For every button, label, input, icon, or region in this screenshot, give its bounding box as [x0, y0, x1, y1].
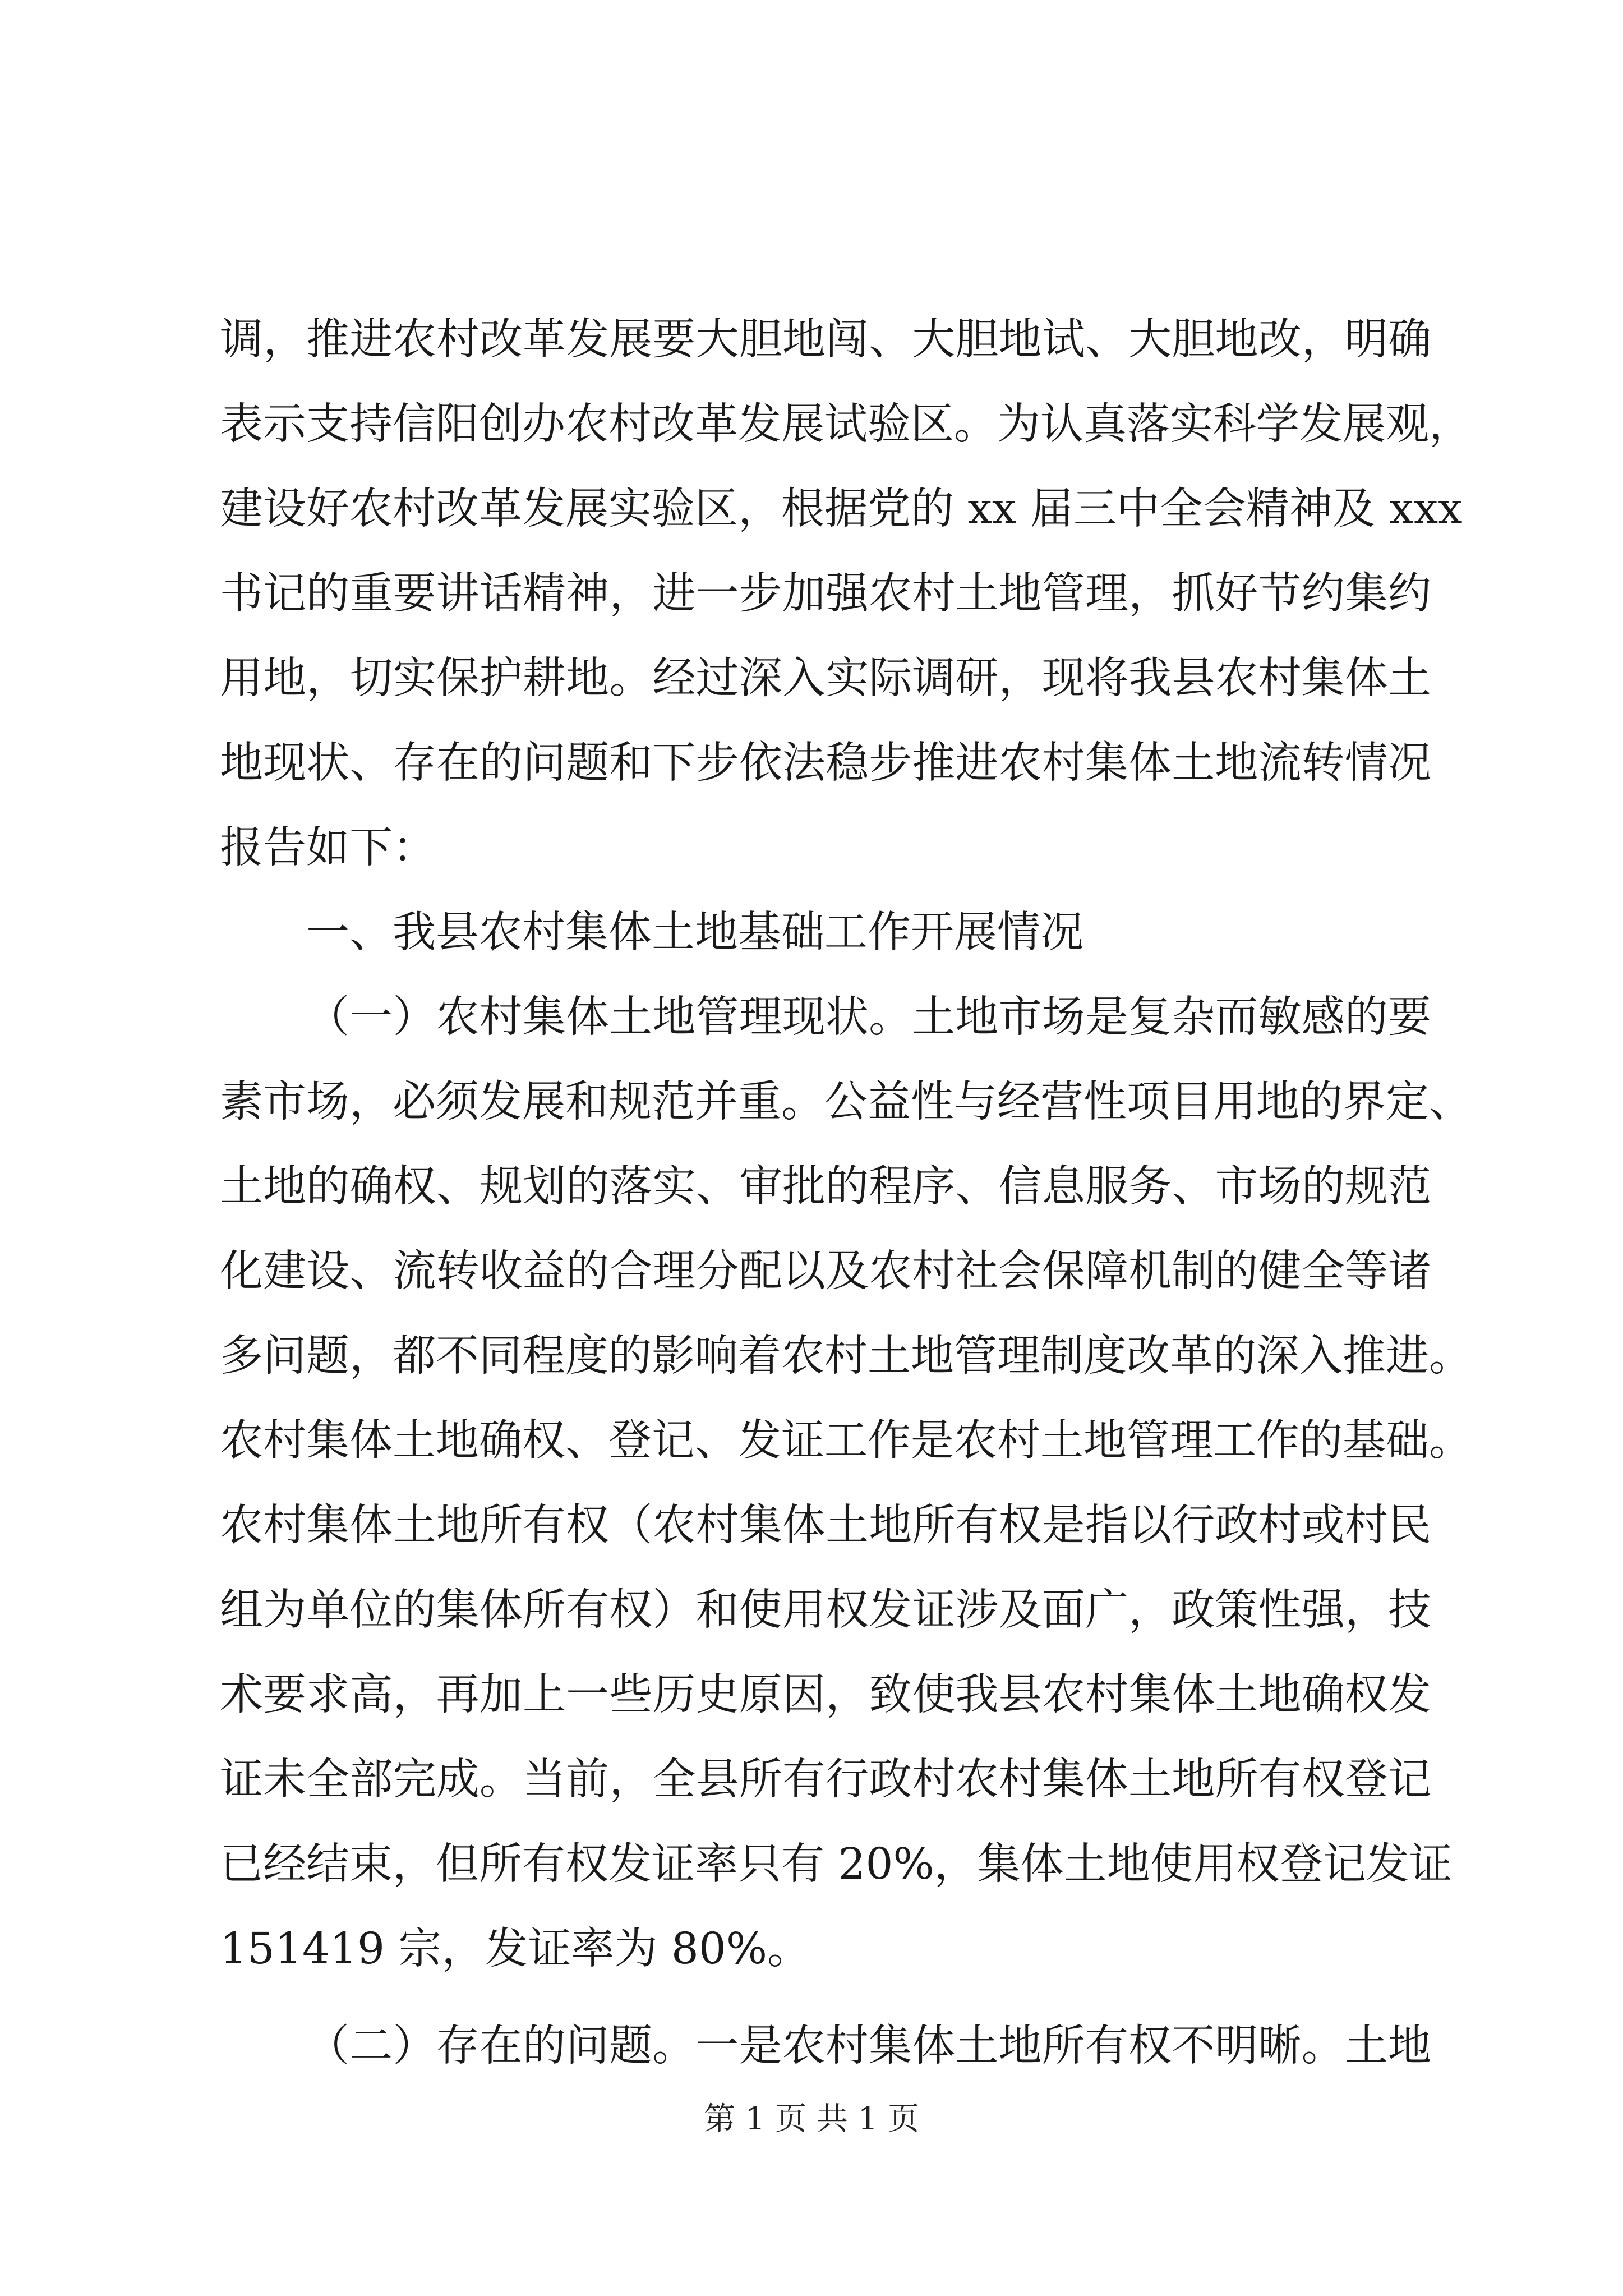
paragraph-line: 书记的重要讲话精神，进一步加强农村土地管理，抓好节约集约 — [220, 569, 1431, 619]
paragraph-line: 证未全部完成。当前，全县所有行政村农村集体土地所有权登记 — [220, 1755, 1431, 1805]
document-body — [220, 297, 1472, 2088]
paragraph-line: 报告如下： — [220, 823, 436, 873]
paragraph-line: 化建设、流转收益的合理分配以及农村社会保障机制的健全等诸 — [220, 1246, 1431, 1296]
paragraph-line: 农村集体土地确权、登记、发证工作是农村土地管理工作的基础。 — [220, 1416, 1472, 1466]
paragraph-line: 用地，切实保护耕地。经过深入实际调研，现将我县农村集体土 — [220, 654, 1431, 703]
subsection-heading-line: （一）农村集体土地管理现状。土地市场是复杂而敏感的要 — [306, 992, 1431, 1042]
paragraph-line: 农村集体土地所有权（农村集体土地所有权是指以行政村或村民 — [220, 1501, 1431, 1550]
subsection-heading-line: （二）存在的问题。一是农村集体土地所有权不明晰。土地 — [306, 2021, 1431, 2071]
paragraph-line: 调，推进农村改革发展要大胆地闯、大胆地试、大胆地改，明确 — [220, 315, 1431, 365]
paragraph-line: 土地的确权、规划的落实、审批的程序、信息服务、市场的规范 — [220, 1162, 1431, 1212]
paragraph-line: 术要求高，再加上一些历史原因，致使我县农村集体土地确权发 — [220, 1670, 1431, 1720]
paragraph-line: 地现状、存在的问题和下步依法稳步推进农村集体土地流转情况 — [220, 738, 1431, 788]
paragraph-line: 表示支持信阳创办农村改革发展试验区。为认真落实科学发展观， — [220, 399, 1472, 449]
paragraph-line: 组为单位的集体所有权）和使用权发证涉及面广，政策性强，技 — [220, 1585, 1431, 1635]
paragraph-line: 已经结束，但所有权发证率只有 20%，集体土地使用权登记发证 — [220, 1839, 1453, 1889]
page-footer: 第 1 页 共 1 页 — [703, 2101, 920, 2137]
paragraph-line: 多问题，都不同程度的影响着农村土地管理制度改革的深入推进。 — [220, 1331, 1472, 1381]
paragraph-line: 素市场，必须发展和规范并重。公益性与经营性项目用地的界定、 — [220, 1077, 1472, 1127]
paragraph-line: 151419 宗，发证率为 80%。 — [220, 1924, 811, 1974]
section-heading: 一、我县农村集体土地基础工作开展情况 — [306, 908, 1083, 958]
paragraph-line: 建设好农村改革发展实验区，根据党的 xx 届三中全会精神及 xxx — [220, 484, 1463, 534]
